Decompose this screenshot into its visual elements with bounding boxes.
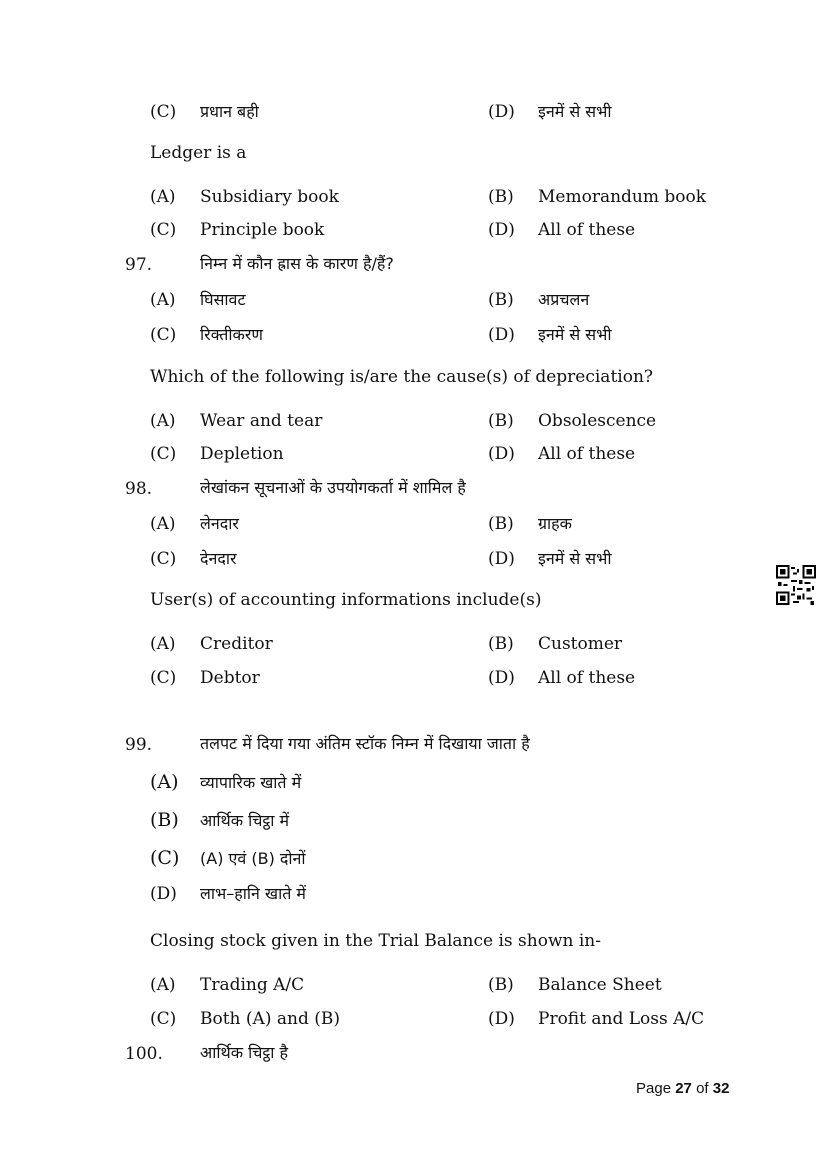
option-label: (A) (150, 634, 176, 654)
option-text: इनमें से सभी (538, 102, 612, 121)
option-text: रिक्तीकरण (200, 325, 263, 344)
option-text: Memorandum book (538, 187, 707, 207)
option-text: Obsolescence (538, 411, 657, 431)
option-text: Both (A) and (B) (200, 1009, 340, 1029)
option-text: Profit and Loss A/C (538, 1009, 705, 1029)
option-text: घिसावट (200, 290, 246, 309)
option-label: (D) (488, 102, 515, 122)
option-text: आर्थिक चिट्ठा में (200, 811, 290, 830)
option-text: लाभ–हानि खाते में (200, 884, 306, 903)
question-stem-en: User(s) of accounting informations include(s) (150, 590, 542, 610)
option-label: (D) (488, 220, 515, 240)
option-label: (C) (150, 220, 177, 240)
option-label: (B) (488, 290, 514, 310)
option-label: (C) (150, 325, 177, 345)
option-label: (B) (150, 809, 179, 831)
option-label: (B) (488, 514, 514, 534)
option-label: (A) (150, 975, 176, 995)
question-number: 98. (125, 479, 153, 499)
option-text: Depletion (200, 444, 284, 464)
option-text: प्रधान बही (200, 102, 259, 121)
option-label: (A) (150, 514, 176, 534)
option-text: Subsidiary book (200, 187, 339, 207)
option-text: देनदार (200, 549, 237, 568)
total-pages: 32 (712, 1080, 730, 1097)
of-word: of (696, 1080, 709, 1097)
option-text: Debtor (200, 668, 260, 688)
option-label: (C) (150, 847, 180, 869)
option-label: (C) (150, 1009, 177, 1029)
question-stem-en: Which of the following is/are the cause(s) of depreciation? (150, 367, 654, 387)
question-stem-en: Closing stock given in the Trial Balance is shown in- (150, 931, 601, 951)
option-label: (B) (488, 411, 514, 431)
question-number: 99. (125, 735, 153, 755)
option-label: (B) (488, 634, 514, 654)
option-label: (A) (150, 187, 176, 207)
option-text: व्यापारिक खाते में (200, 773, 302, 792)
option-text: Balance Sheet (538, 975, 662, 995)
option-label: (C) (150, 102, 177, 122)
option-label: (C) (150, 444, 177, 464)
option-text: (A) एवं (B) दोनों (200, 849, 306, 868)
question-stem-en: Ledger is a (150, 143, 247, 163)
option-text: Principle book (200, 220, 325, 240)
option-text: Creditor (200, 634, 273, 654)
option-text: All of these (538, 444, 636, 464)
option-label: (A) (150, 411, 176, 431)
option-text: अप्रचलन (538, 290, 590, 309)
option-text: इनमें से सभी (538, 549, 612, 568)
option-label: (D) (488, 325, 515, 345)
question-number: 97. (125, 255, 153, 275)
page-footer (636, 1080, 729, 1097)
option-label: (D) (488, 549, 515, 569)
question-stem-hi: लेखांकन सूचनाओं के उपयोगकर्ता में शामिल है (200, 478, 466, 497)
option-label: (A) (150, 771, 179, 793)
option-label: (D) (150, 884, 177, 904)
option-label: (C) (150, 668, 177, 688)
option-text: All of these (538, 668, 636, 688)
option-text: इनमें से सभी (538, 325, 612, 344)
option-text: लेनदार (200, 514, 239, 533)
option-text: ग्राहक (538, 514, 572, 533)
qr-code-icon (776, 565, 816, 605)
question-stem-hi: निम्न में कौन ह्रास के कारण है/हैं? (200, 254, 394, 273)
option-text: All of these (538, 220, 636, 240)
option-text: Customer (538, 634, 623, 654)
question-stem-hi: तलपट में दिया गया अंतिम स्टॉक निम्न में दिखाया जाता है (200, 734, 530, 753)
option-label: (D) (488, 444, 515, 464)
question-stem-hi: आर्थिक चिट्ठा है (200, 1043, 288, 1062)
option-label: (D) (488, 1009, 515, 1029)
option-label: (B) (488, 187, 514, 207)
option-label: (A) (150, 290, 176, 310)
page-word: Page (636, 1080, 672, 1097)
option-label: (B) (488, 975, 514, 995)
option-label: (C) (150, 549, 177, 569)
page-number: 27 (675, 1080, 692, 1097)
option-label: (D) (488, 668, 515, 688)
question-number: 100. (125, 1044, 163, 1064)
option-text: Wear and tear (200, 411, 323, 431)
option-text: Trading A/C (200, 975, 305, 995)
